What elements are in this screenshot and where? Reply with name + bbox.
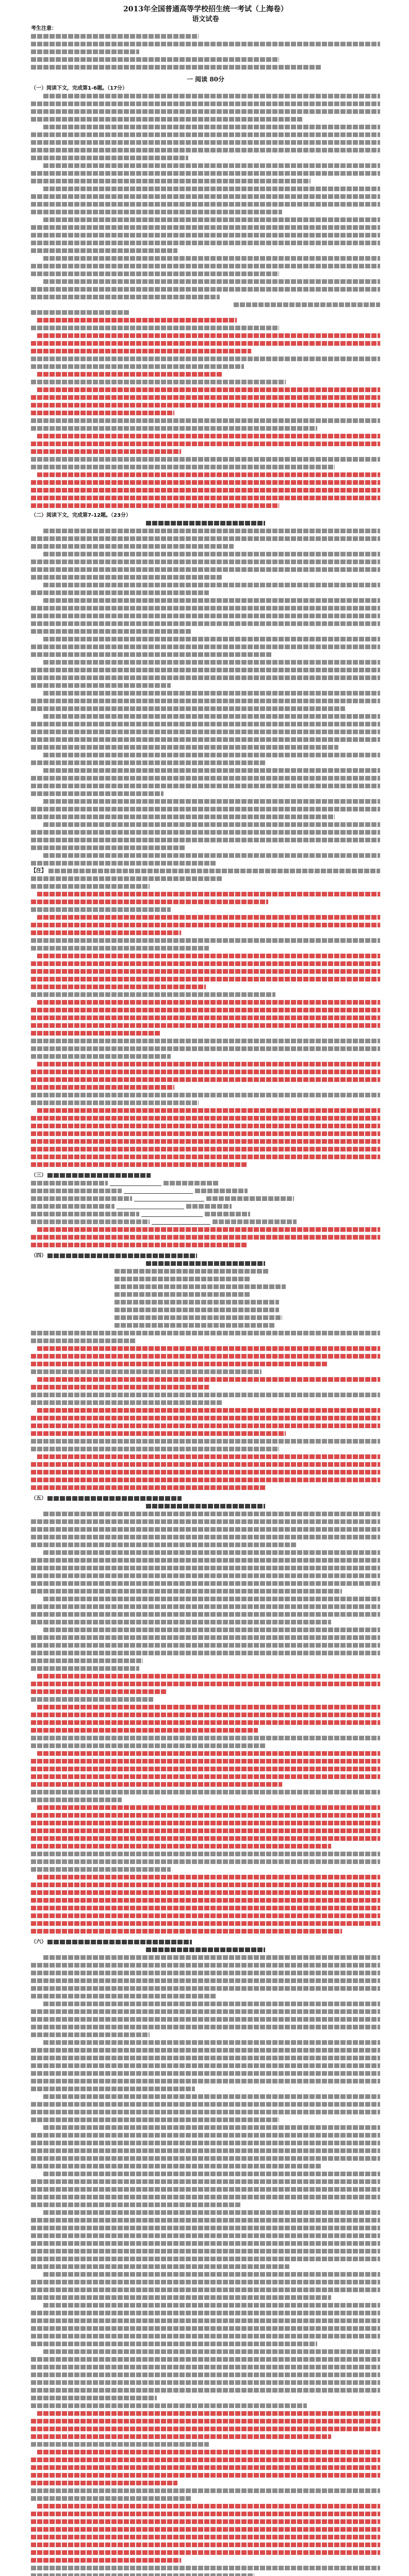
fill-in-blank-line	[31, 1218, 380, 1226]
poem-line	[114, 1306, 279, 1314]
question-text	[31, 1437, 380, 1453]
section-marker: （五）	[31, 1496, 46, 1501]
exam-title: 2013年全国普通高等学校招生统一考试（上海卷）	[123, 5, 288, 13]
question-text	[31, 991, 380, 998]
passage-paragraph	[31, 713, 380, 751]
passage-paragraph	[31, 751, 380, 767]
passage-paragraph	[31, 2124, 380, 2170]
section-6-passage	[31, 1946, 380, 2402]
answer-text	[31, 332, 380, 355]
blank-prompt-text	[163, 1179, 219, 1187]
fill-in-blank-line	[31, 1202, 380, 1210]
question-text	[31, 2441, 380, 2448]
poem-line	[114, 1298, 279, 1306]
section-3-dictation	[31, 1179, 380, 1249]
question-text	[31, 1091, 380, 1107]
section-heading-3	[31, 1172, 380, 1179]
answer-text	[31, 1703, 380, 1734]
fill-in-blank-line	[31, 1179, 380, 1187]
question-text	[31, 906, 380, 913]
fill-in-blank-line	[31, 1210, 380, 1218]
answer-text	[31, 2448, 380, 2487]
answer-text	[31, 316, 380, 324]
blank-prompt-text	[31, 1195, 132, 1202]
poem-line	[114, 1267, 268, 1275]
question-text	[31, 56, 380, 63]
section-instruction	[47, 1938, 192, 1946]
passage-paragraph	[31, 2270, 380, 2301]
blank-prompt-text	[31, 1210, 139, 1218]
section-2-questions	[31, 883, 380, 1168]
blank-prompt-text	[206, 1195, 293, 1202]
answer-text	[31, 890, 380, 906]
notice-label: 考生注意：	[31, 26, 57, 31]
annotation-text	[48, 867, 380, 875]
passage-paragraph	[31, 2000, 380, 2039]
article-title	[146, 1502, 265, 1510]
passage-paragraph	[31, 597, 380, 635]
question-text	[31, 309, 380, 316]
passage-paragraph	[31, 767, 380, 798]
section-1-questions	[31, 309, 380, 510]
blank-prompt-text	[31, 1202, 114, 1210]
question-text	[31, 2402, 380, 2410]
section-marker: （四）	[31, 1253, 46, 1259]
answer-text	[31, 1406, 380, 1437]
passage-paragraph	[31, 689, 380, 713]
note-label: 【注】	[31, 868, 46, 874]
question-text	[31, 1037, 380, 1060]
question-text	[31, 2564, 380, 2576]
answer-text	[31, 1345, 380, 1368]
source-citation	[234, 301, 380, 309]
passage-paragraph	[31, 1510, 380, 1549]
passage-paragraph	[31, 1549, 380, 1595]
question-text	[31, 455, 380, 471]
poem-line	[114, 1283, 286, 1291]
question-text	[31, 1696, 380, 1703]
section-5-questions	[31, 1665, 380, 1935]
article-title	[146, 519, 265, 527]
question-text	[31, 32, 380, 40]
answer-blank	[152, 1218, 210, 1225]
question-text	[31, 1788, 380, 1804]
answer-text	[31, 1873, 380, 1935]
section-heading-5	[31, 1495, 380, 1502]
section-heading-2: （二）阅读下文，完成第7-12题。（23分）	[31, 513, 131, 518]
poem-line	[114, 1314, 282, 1321]
section-5-passage	[31, 1502, 380, 1665]
answer-text	[31, 1060, 380, 1091]
section-instruction	[47, 1252, 197, 1260]
question-text	[31, 63, 380, 71]
passage-paragraph	[31, 162, 380, 185]
answer-blank	[134, 1195, 204, 1201]
exam-subtitle: 语文试卷	[192, 15, 219, 23]
blank-prompt-text	[31, 1218, 150, 1226]
section-2-passage	[31, 519, 380, 867]
part-heading-reading: 一 阅读 80分	[186, 76, 225, 83]
poem-line	[114, 1275, 251, 1283]
answer-text	[31, 471, 380, 510]
poem-line	[114, 1321, 275, 1329]
section-heading-6	[31, 1938, 380, 1946]
exam-notice	[31, 32, 380, 71]
answer-blank	[110, 1179, 161, 1186]
answer-text	[31, 913, 380, 937]
passage-paragraph	[31, 2039, 380, 2093]
answer-text	[31, 998, 380, 1037]
article-title	[146, 1946, 265, 1954]
question-text	[31, 1665, 380, 1672]
section-heading-4	[31, 1252, 380, 1260]
passage-paragraph	[31, 821, 380, 852]
passage-paragraph	[31, 550, 380, 581]
answer-text	[31, 1750, 380, 1788]
answer-blank	[141, 1210, 203, 1217]
question-text	[31, 378, 380, 386]
question-text	[31, 883, 380, 890]
annotation-text	[31, 875, 380, 883]
passage-paragraph	[31, 2348, 380, 2402]
answer-blank	[124, 1187, 193, 1194]
answer-text	[31, 1804, 380, 1850]
passage-paragraph	[31, 92, 380, 123]
answer-text	[31, 1672, 380, 1696]
answer-text	[31, 2410, 380, 2441]
answer-text	[31, 1107, 380, 1168]
annotation-note	[31, 867, 380, 875]
question-text	[31, 355, 380, 370]
blank-prompt-text	[212, 1218, 296, 1226]
passage-paragraph	[31, 798, 380, 821]
passage-paragraph	[31, 185, 380, 216]
passage-paragraph	[31, 1595, 380, 1626]
section-marker: （六）	[31, 1939, 46, 1945]
passage-paragraph	[31, 2301, 380, 2348]
question-text	[31, 1850, 380, 1873]
section-1-passage	[31, 92, 380, 309]
passage-paragraph	[31, 2209, 380, 2270]
passage-paragraph	[31, 2170, 380, 2209]
section-marker: （三）	[31, 1173, 46, 1178]
passage-paragraph	[31, 581, 380, 597]
answer-text	[31, 370, 380, 378]
passage-paragraph	[31, 635, 380, 658]
answer-text	[31, 386, 380, 417]
question-text	[31, 1391, 380, 1406]
fill-in-blank-line	[31, 1187, 380, 1195]
article-title	[146, 1260, 265, 1267]
blank-prompt-text	[31, 1179, 108, 1187]
answer-text	[31, 952, 380, 991]
question-text	[31, 40, 380, 56]
section-instruction	[47, 1172, 151, 1179]
question-text	[31, 2487, 380, 2502]
answer-text	[31, 1453, 380, 1492]
answer-text	[31, 2502, 380, 2564]
passage-paragraph	[31, 658, 380, 689]
section-4-poem	[31, 1260, 380, 1329]
answer-text	[31, 1226, 380, 1249]
answer-text	[31, 432, 380, 455]
passage-paragraph	[31, 216, 380, 255]
answer-blank	[117, 1202, 184, 1209]
question-text	[31, 1734, 380, 1750]
passage-paragraph	[31, 1954, 380, 2000]
question-text	[31, 937, 380, 952]
passage-paragraph	[31, 123, 380, 162]
section-heading-1: （一）阅读下文，完成第1-6题。（17分）	[31, 86, 127, 91]
section-instruction	[47, 1495, 182, 1502]
blank-prompt-text	[195, 1187, 248, 1195]
question-text	[31, 1329, 380, 1345]
passage-paragraph	[31, 255, 380, 278]
fill-in-blank-line	[31, 1195, 380, 1202]
section-4-questions	[31, 1329, 380, 1492]
question-text	[31, 324, 380, 332]
blank-prompt-text	[186, 1202, 232, 1210]
passage-paragraph	[31, 852, 380, 867]
question-text	[31, 1368, 380, 1376]
passage-paragraph	[31, 1626, 380, 1665]
question-text	[31, 417, 380, 432]
blank-prompt-text	[31, 1187, 122, 1195]
passage-paragraph	[31, 2093, 380, 2124]
passage-paragraph	[31, 527, 380, 550]
passage-paragraph	[31, 278, 380, 301]
answer-text	[31, 1376, 380, 1391]
section-6-questions	[31, 2402, 380, 2576]
blank-prompt-text	[205, 1210, 250, 1218]
poem-line	[114, 1291, 251, 1298]
